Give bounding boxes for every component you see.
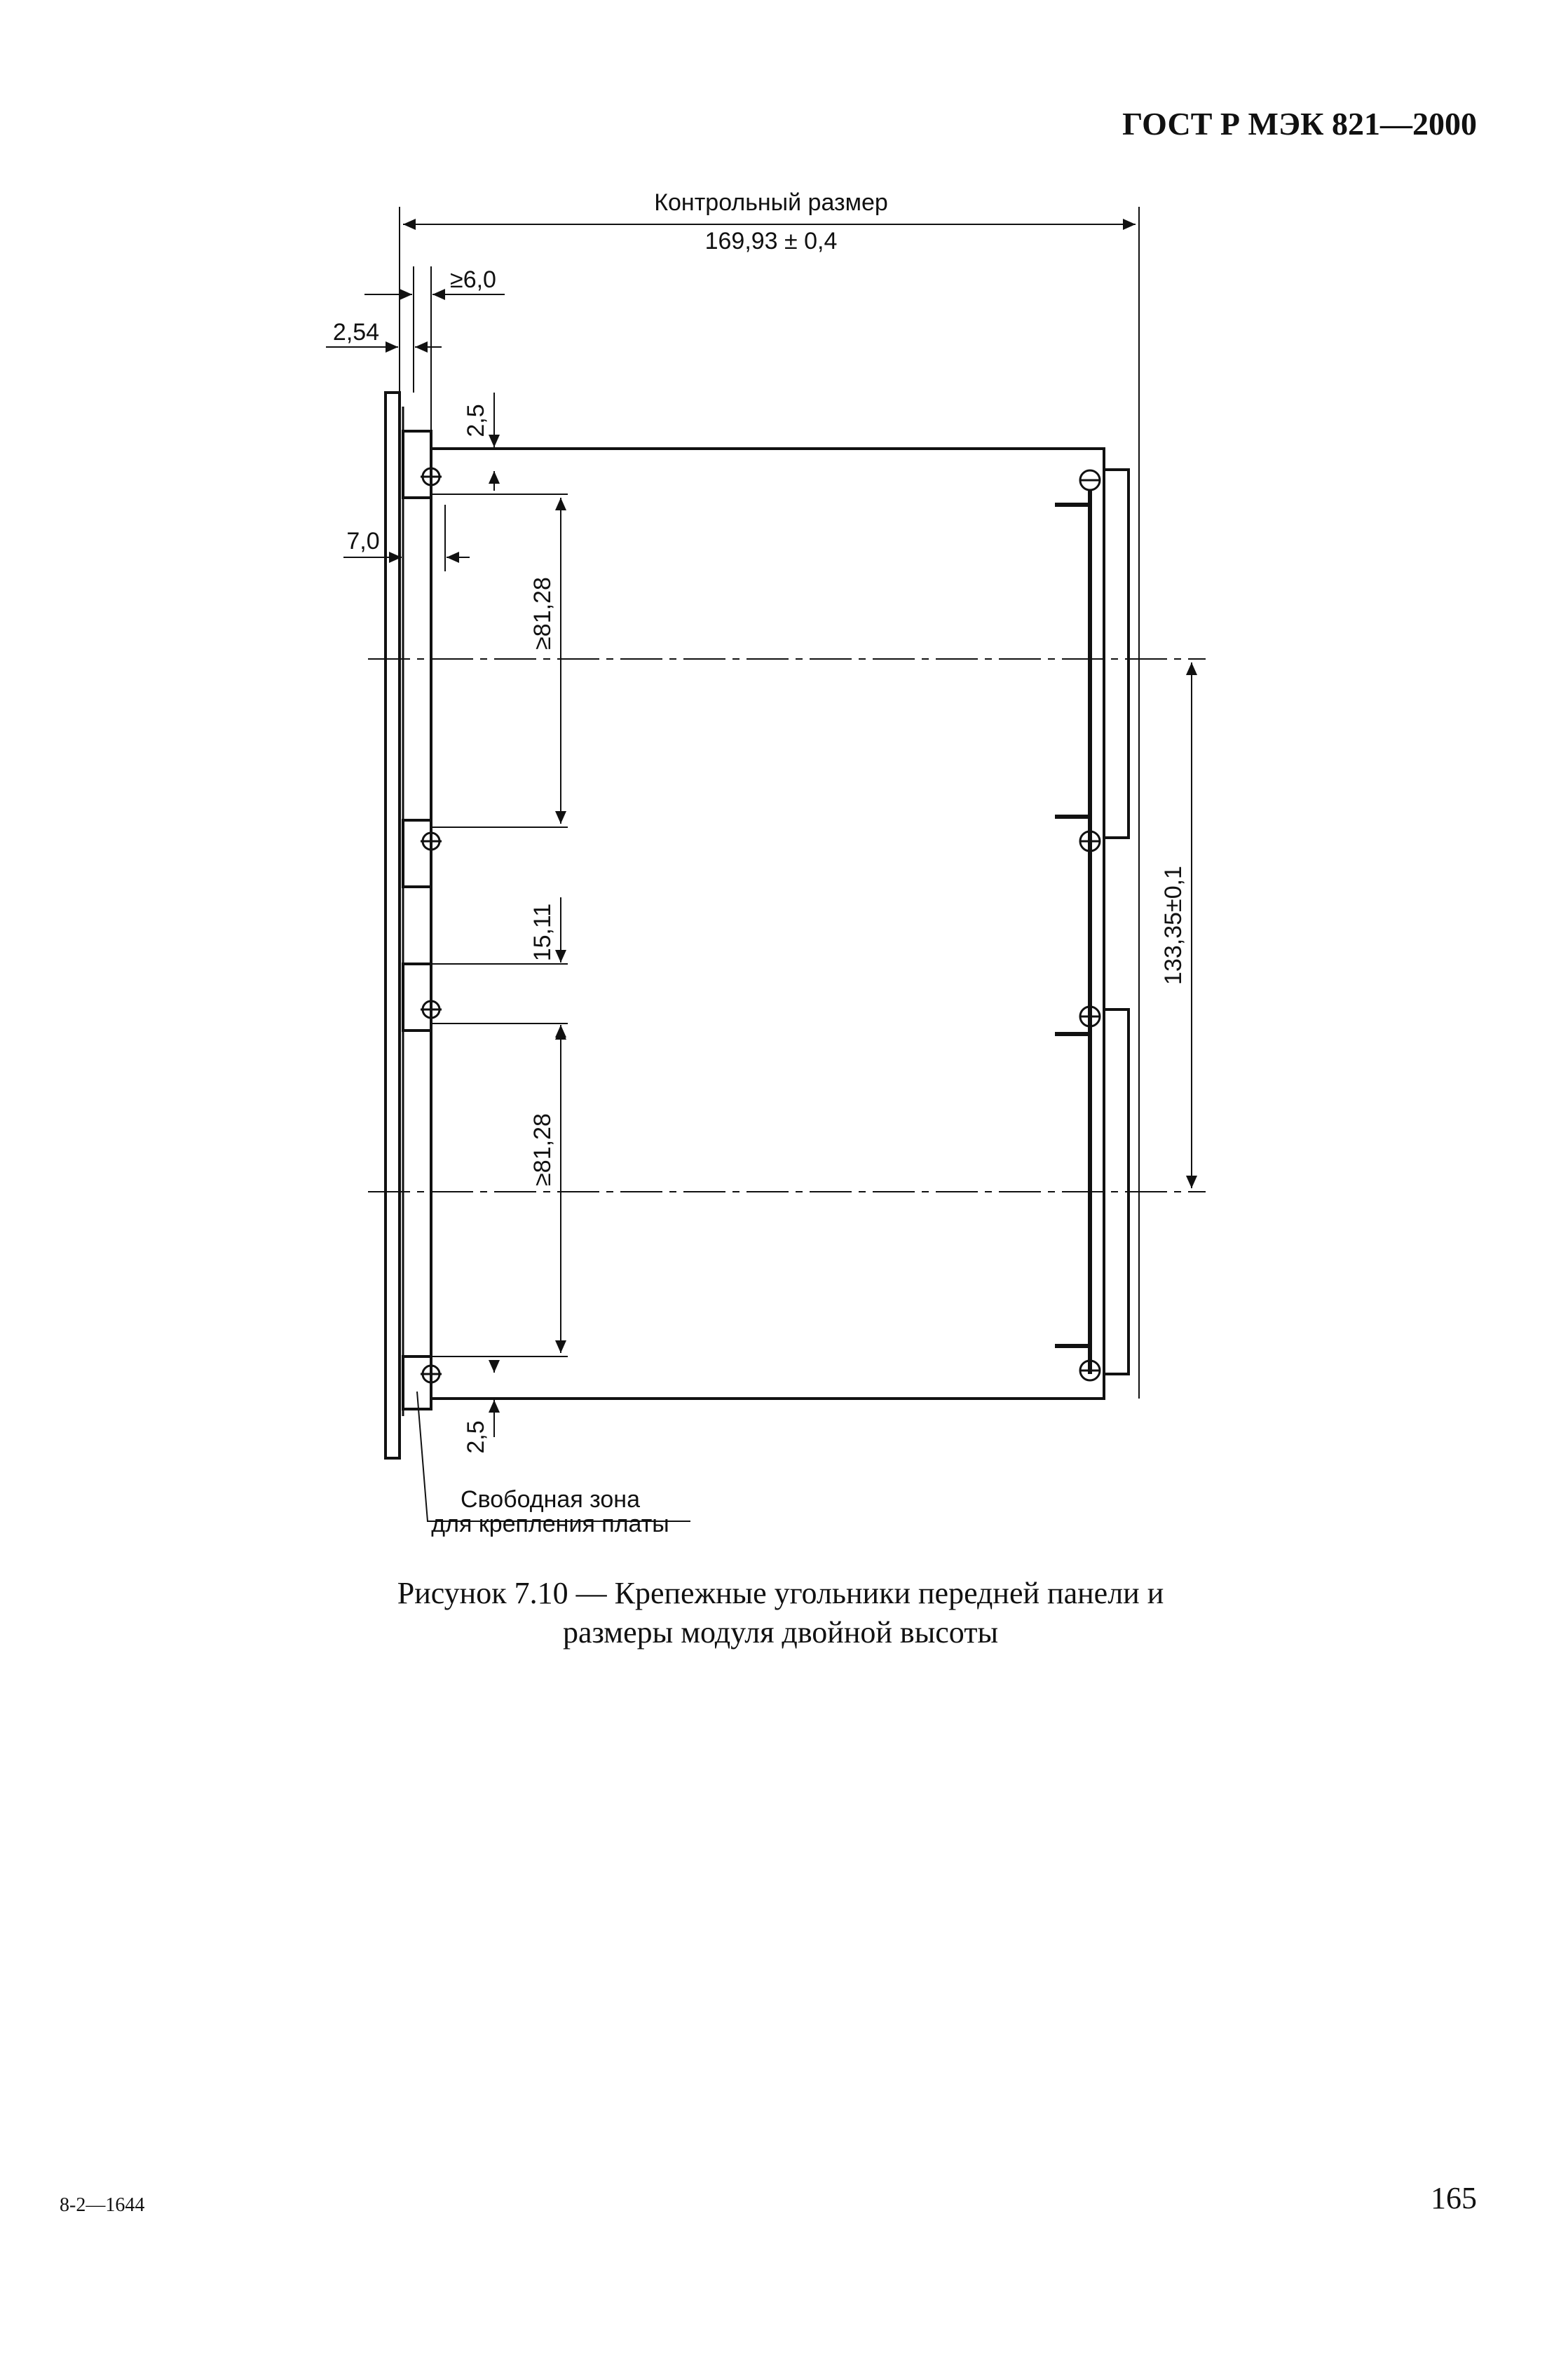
control-size-title: Контрольный размер [654,189,888,216]
bracket-1 [403,431,431,498]
standard-header: ГОСТ Р МЭК 821—2000 [1122,106,1477,142]
dim-1511: 15,11 [529,903,556,962]
dim-6: ≥6,0 [450,266,496,293]
dim-25-bottom: 2,5 [463,1420,489,1454]
dim-13335: 133,35±0,1 [1160,866,1187,985]
bracket-2 [403,820,431,887]
front-panel [386,393,400,1458]
control-size-value: 169,93 ± 0,4 [704,228,838,254]
free-zone-line2: для крепления платы [431,1511,669,1537]
caption-line1: Рисунок 7.10 — Крепежные угольники передней панели и [397,1576,1164,1610]
caption-line2: размеры модуля двойной высоты [562,1615,999,1650]
free-zone-line1: Свободная зона [461,1486,640,1513]
figure-caption [0,1574,1561,1652]
dim-70: 7,0 [346,528,380,555]
connector-profile [1104,449,1129,1399]
bracket-4 [403,1356,431,1409]
print-code: 8-2—1644 [60,2194,145,2216]
dim-8128-top: ≥81,28 [529,577,556,650]
bracket-3 [403,964,431,1031]
dim-25-top: 2,5 [463,404,489,437]
dim-8128-bottom: ≥81,28 [529,1113,556,1186]
page-number: 165 [1431,2181,1477,2215]
dim-254: 2,54 [332,319,380,346]
